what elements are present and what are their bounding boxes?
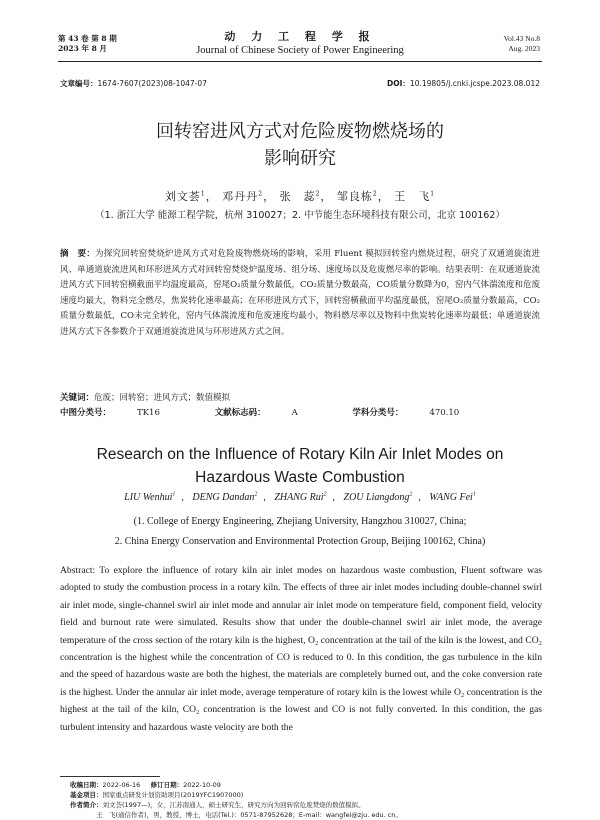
author-cn: 邹良栋$^2$ <box>336 190 378 203</box>
author-cn: 王 飞$^1$ <box>394 190 436 203</box>
abstract-en <box>60 562 542 736</box>
abstract-en-label: Abstract: <box>60 565 96 576</box>
doi: DOI：10.19805/j.cnki.jcspe.2023.08.012 <box>387 79 540 88</box>
author-cn: 邓丹丹$^2$ <box>222 190 264 203</box>
journal-header <box>150 30 450 58</box>
title-en: Research on the Influence of Rotary Kiln Air Inlet Modes on Hazardous Waste Combustion <box>96 446 504 486</box>
author-en: ZOU Liangdong$^2$ <box>343 492 413 504</box>
author-cn: 张 蕊$^2$ <box>279 190 321 203</box>
author-en: DENG Dandan$^2$ <box>192 492 258 504</box>
abstract-cn <box>60 247 540 340</box>
subject-code: 学科分类号： 470.10 <box>352 408 460 418</box>
footnote-dates: 收稿日期：2022-06-16 修订日期：2022-10-09 <box>70 781 221 789</box>
abstract-cn-text: 为探究回转窑焚烧炉进风方式对危险废物燃烧场的影响，采用 Fluent 模拟回转窑内燃烧过程，研究了双通道旋流进风、单通道旋流进风和环形进风方式对回转窑焚烧炉温度场、组分场、速度场以及危废燃尽率的影响。结果表明：在双通道旋流进风方式下回转窑横截面平均温度最高，窑尾O₂质量分数最低，CO₂质量分数最高，CO质量分数降为0，窑内气体湍流度和危废速度均最大，物料完全燃尽，焦炭转化速率最高；在环形进风方式下，回转窑横截面平均温度最低，窑尾O₂质量分数最高，CO₂质量分数最低，CO未完全转化，窑内气体湍流度和危废速度均最小，物料燃尽率以及物料中焦炭转化速率均最低；单通道旋流进风方式下各参数介于双通道旋流进风与环形进风方式之间。 <box>60 249 540 337</box>
author-en: LIU Wenhui$^1$ <box>124 492 176 504</box>
article-number: 文章编号：1674-7607(2023)08-1047-07 <box>60 79 207 88</box>
affiliation-en: (1. College of Energy Engineering, Zhejiang University, Hangzhou 310027, China; 2. China Energy Conservation and Environmental Protection Group, Beijing 100162, China) <box>114 516 486 547</box>
classification-cn <box>60 406 540 418</box>
title-cn: 回转窑进风方式对危险废物燃烧场的 影响研究 <box>156 121 444 169</box>
document-code: 文献标志码： A <box>214 408 298 418</box>
authors-cn: 刘文荟$^1$， 邓丹丹$^2$， 张 蕊$^2$， 邹良栋$^2$， 王 飞$^1$ <box>164 190 436 203</box>
footnote-fund: 基金项目：国家重点研发计划资助项目(2019YFC1907000) <box>70 791 244 799</box>
author-en: WANG Fei$^1$ <box>429 492 476 504</box>
abstract-cn-label: 摘 要： <box>60 249 96 259</box>
volume-en: Vol.43 No.8 <box>503 34 540 43</box>
author-en: ZHANG Rui$^2$ <box>274 492 327 504</box>
footnote-corresponding: 王 飞(通信作者)，男，教授，博士，电话(Tel.)：0571-87952628；E-mail：wangfei@zju. edu. cn。 <box>96 811 402 819</box>
abstract-en-text: To explore the influence of rotary kiln air inlet modes on hazardous waste combustion, Fluent software was adopted to study the combustion process in a rotary kiln. The effects of three air inlet modes including double-channel swirl air inlet mode, single-channel swirl air inlet mode and annular air inlet mode on temperature field, component field, velocity field and burnout rate were simulated. Results show that under the double-channel swirl air inlet mode, the average temperature of the cross section of the rotary kiln is the highest, O₂ concentration at the tail of the kiln is the lowest, and CO₂ concentration is the highest while the concentration of CO is reduced to 0. In this condition, the gas turbulence in the kiln and the speed of hazardous waste are both the highest, the materials are completely burned out, and the coke conversion rate is the highest. Under the annular air inlet mode, average temperature of rotary kiln is the lowest while O₂ concentration is the highest at the tail of the kiln, CO₂ concentration is the lowest and CO is not fully converted. In this condition, the gas turbulent intensity and hazardous waste velocity are both the <box>60 565 543 733</box>
keywords-cn: 关键词：危废；回转窑；进风方式；数值模拟 <box>60 393 231 403</box>
footnote-bio: 作者简介：刘文荟(1997—)，女，江苏南通人，硕士研究生，研究方向为回转窑危废焚烧的数值模拟。 <box>70 801 365 809</box>
volume-cn: 第 43 卷 第 8 期 <box>58 34 117 43</box>
date-cn: 2023 年 8 月 <box>58 44 107 53</box>
header-right <box>504 34 540 54</box>
affiliation-cn: （1. 浙江大学 能源工程学院，杭州 310027；2. 中节能生态环境科技有限公司，北京 100162） <box>95 210 505 221</box>
clc-number: 中图分类号： TK16 <box>60 408 160 418</box>
header-left <box>58 34 117 54</box>
author-cn: 刘文荟$^1$ <box>164 190 206 203</box>
date-en: Aug. 2023 <box>508 44 540 53</box>
journal-name-cn: 动 力 工 程 学 报 <box>224 30 376 43</box>
journal-name-en: Journal of Chinese Society of Power Engineering <box>196 45 404 56</box>
footnote <box>70 780 540 820</box>
footnote-rule <box>60 776 160 777</box>
authors-en: LIU Wenhui$^1$ , DENG Dandan$^2$ , ZHANG Rui$^2$ , ZOU Liangdong$^2$ , WANG Fei$^1$ <box>124 492 476 504</box>
header-rule <box>58 61 542 62</box>
